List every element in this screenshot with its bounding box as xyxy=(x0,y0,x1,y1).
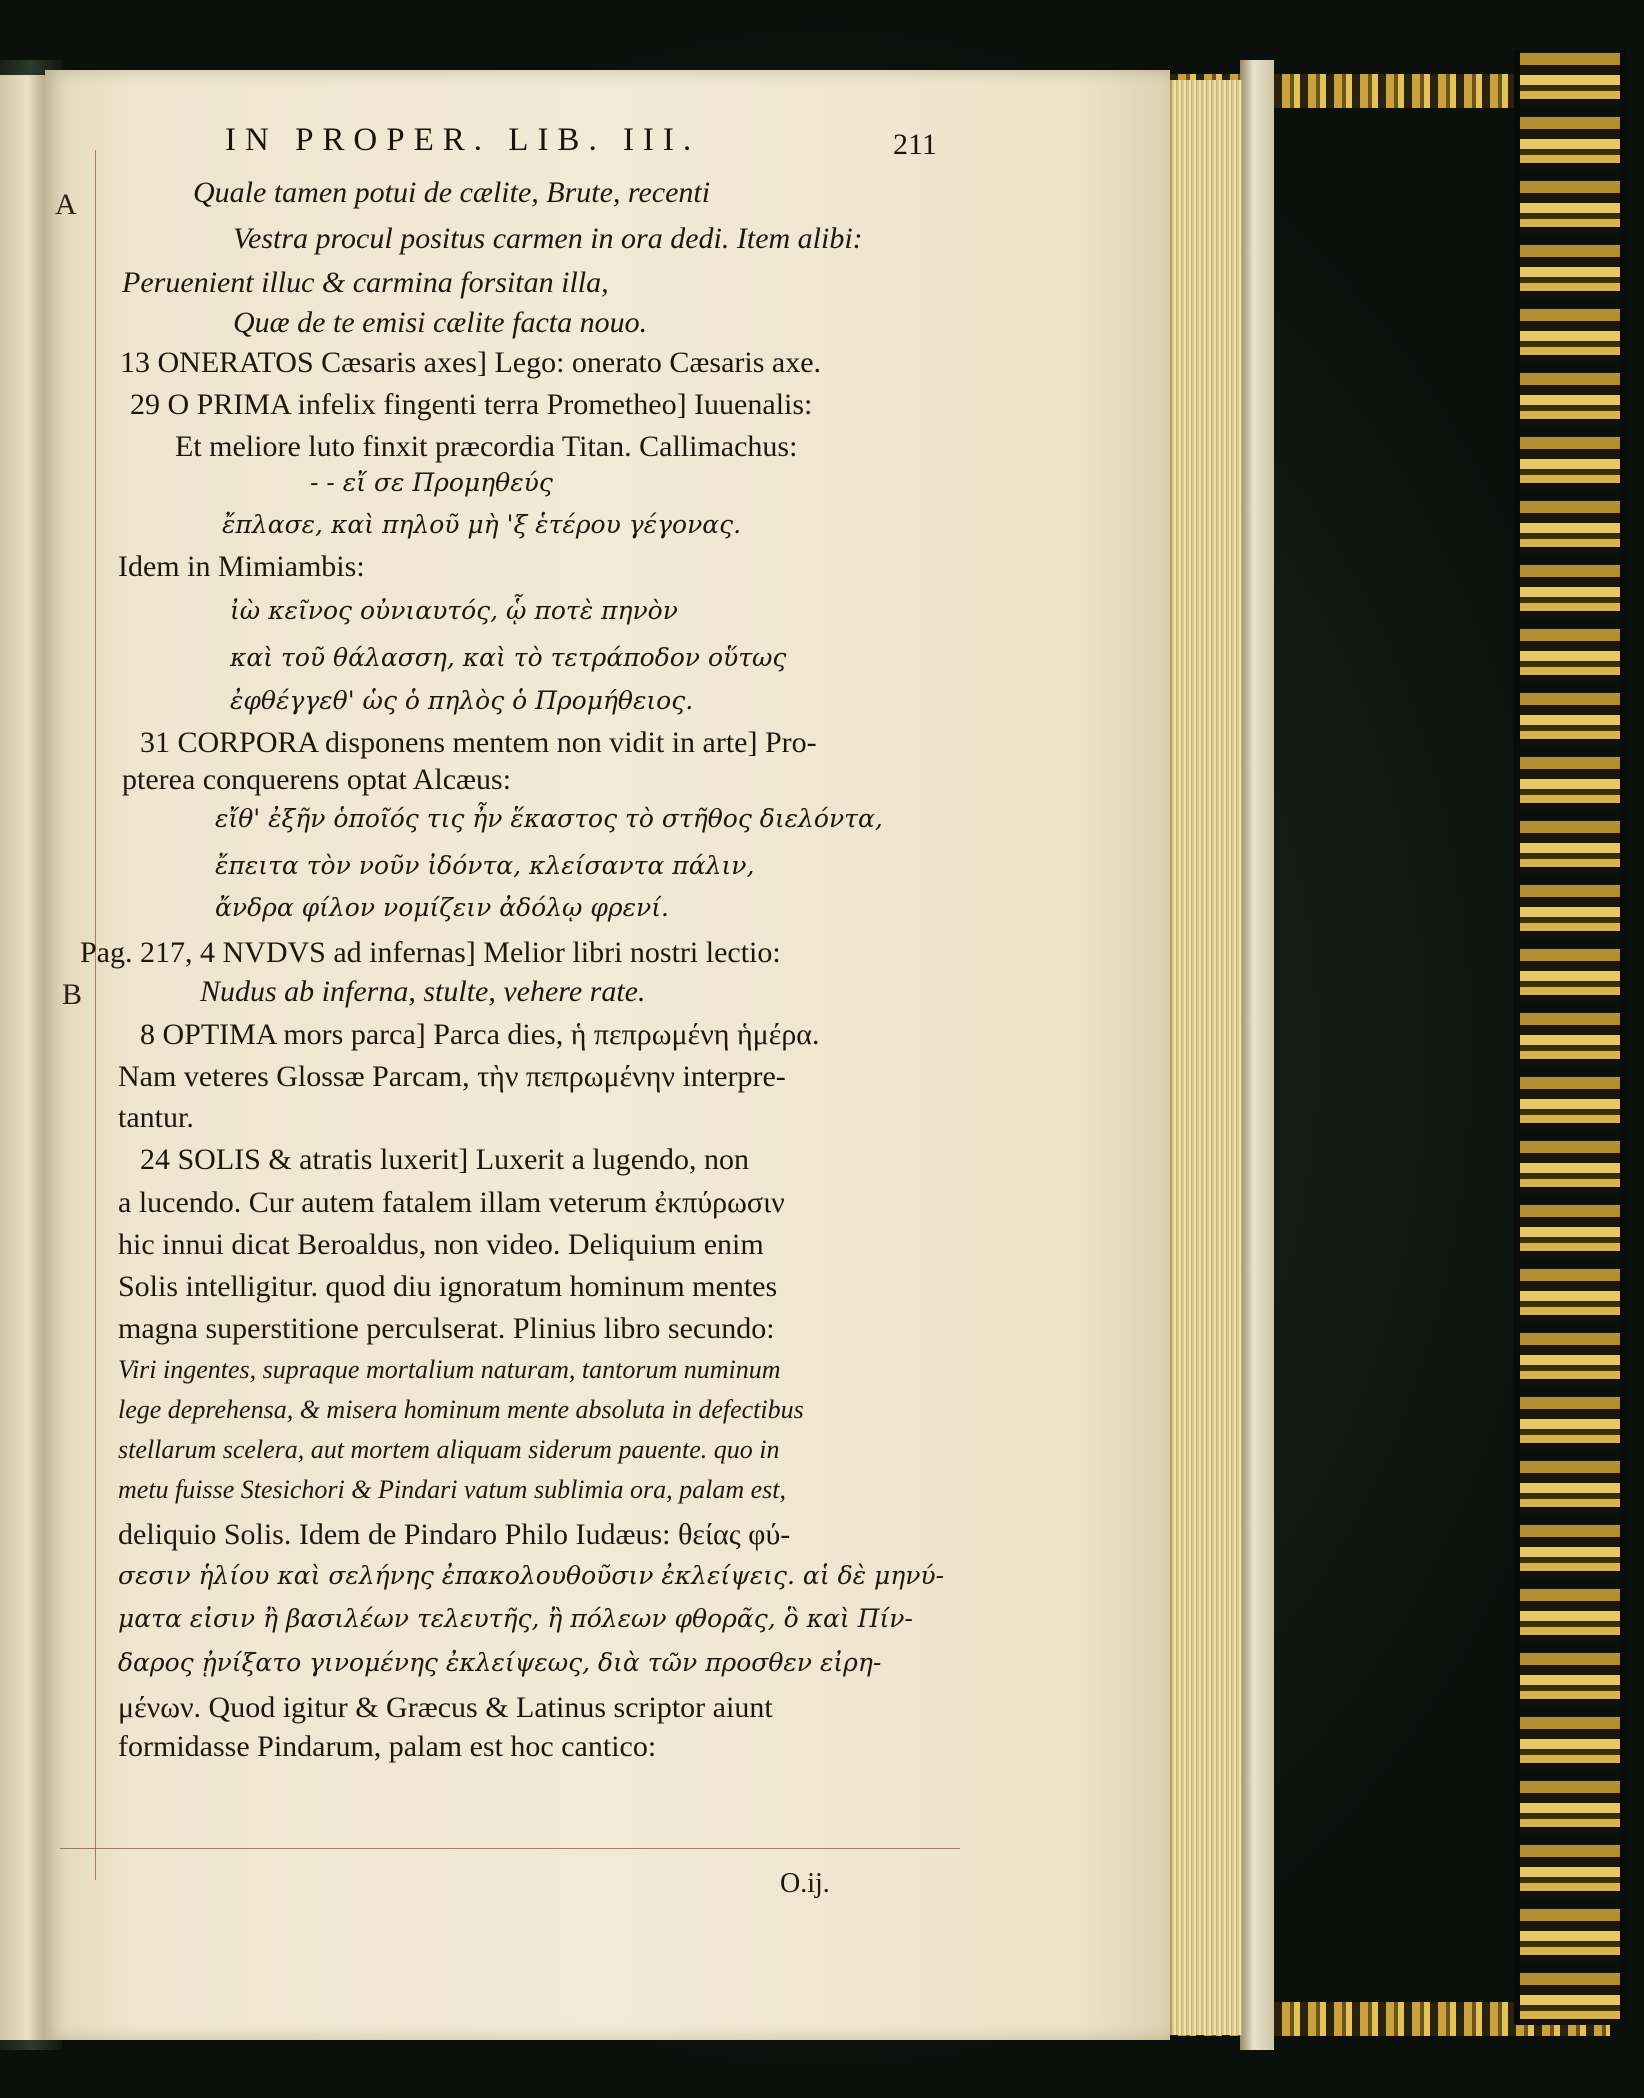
gilt-fore-edge xyxy=(1170,80,1242,2035)
greek-line: εἴθ' ἐξῆν ὁποῖός τις ἦν ἕκαστος τὸ στῆθος διελόντα, xyxy=(215,804,883,833)
greek-line: ἔπλασε, καὶ πηλοῦ μὴ 'ξ ἑτέρου γέγονας. xyxy=(222,510,742,539)
greek-line: ἐφθέγγεθ' ὡς ὁ πηλὸς ὁ Προμήθειος. xyxy=(230,686,694,715)
greek-line: δαρος ᾐνίξατο γινομένης ἐκλείψεως, διὰ τῶν προσθεν εἰρη- xyxy=(118,1648,882,1677)
text-line: 29 O PRIMA infelix fingenti terra Prometheo] Iuuenalis: xyxy=(130,388,813,421)
greek-line: ἰὼ κεῖνος οὐνιαυτός, ᾧ ποτὲ πηνὸν xyxy=(230,596,678,625)
greek-line: σεσιν ἡλίου καὶ σελήνης ἐπακολουθοῦσιν ἐκλείψεις. αἱ δὲ μηνύ- xyxy=(118,1561,945,1590)
bottom-rule xyxy=(60,1848,960,1849)
signature-mark: O.ij. xyxy=(780,1868,830,1899)
margin-rule xyxy=(95,150,96,1880)
margin-letter-b: B xyxy=(62,978,83,1011)
text-line: tantur. xyxy=(118,1101,194,1134)
text-line: Viri ingentes, supraque mortalium naturam, tantorum numinum xyxy=(118,1355,781,1384)
text-line: lege deprehensa, & misera hominum mente absoluta in defectibus xyxy=(118,1395,804,1424)
text-line: Nudus ab inferna, stulte, vehere rate. xyxy=(200,975,646,1008)
text-line: pterea conquerens optat Alcæus: xyxy=(122,763,512,796)
text-line: Peruenient illuc & carmina forsitan illa, xyxy=(122,266,609,299)
running-title: IN PROPER. LIB. III. xyxy=(225,122,701,158)
greek-line: ματα εἰσιν ἢ βασιλέων τελευτῆς, ἢ πόλεων φθορᾶς, ὃ καὶ Πίν- xyxy=(118,1604,913,1633)
text-line: a lucendo. Cur autem fatalem illam veterum ἐκπύρωσιν xyxy=(118,1186,785,1219)
greek-line: ἔπειτα τὸν νοῦν ἰδόντα, κλείσαντα πάλιν, xyxy=(215,851,755,880)
page-number: 211 xyxy=(893,128,937,161)
text-line: metu fuisse Stesichori & Pindari vatum sublimia ora, palam est, xyxy=(118,1475,787,1504)
text-line: formidasse Pindarum, palam est hoc cantico: xyxy=(118,1730,657,1763)
back-board-edge xyxy=(1240,60,1274,2050)
text-line: hic innui dicat Beroaldus, non video. Deliquium enim xyxy=(118,1228,764,1261)
text-line: 24 SOLIS & atratis luxerit] Luxerit a lugendo, non xyxy=(140,1143,750,1176)
text-line: Solis intelligitur. quod diu ignoratum hominum mentes xyxy=(118,1270,778,1303)
text-line: 31 CORPORA disponens mentem non vidit in arte] Pro- xyxy=(140,726,817,759)
text-line: Idem in Mimiambis: xyxy=(118,550,365,583)
text-line: deliquio Solis. Idem de Pindaro Philo Iudæus: θείας φύ- xyxy=(118,1518,791,1551)
greek-line: ἄνδρα φίλον νομίζειν ἀδόλῳ φρενί. xyxy=(215,893,669,922)
text-line: 8 OPTIMA mors parca] Parca dies, ἡ πεπρωμένη ἡμέρα. xyxy=(140,1018,820,1051)
text-line: μένων. Quod igitur & Græcus & Latinus scriptor aiunt xyxy=(118,1691,773,1724)
text-line: 13 ONERATOS Cæsaris axes] Lego: onerato Cæsaris axe. xyxy=(120,346,822,379)
text-line: Pag. 217, 4 NVDVS ad infernas] Melior libri nostri lectio: xyxy=(80,936,781,969)
text-line: Et meliore luto finxit præcordia Titan. Callimachus: xyxy=(175,430,798,463)
margin-letter-a: A xyxy=(55,188,77,221)
facing-page-edge xyxy=(0,75,45,2040)
text-line: stellarum scelera, aut mortem aliquam siderum pauente. quo in xyxy=(118,1435,780,1464)
gilt-decorative-band xyxy=(1514,50,1626,2025)
greek-line: καὶ τοῦ θάλασση, καὶ τὸ τετράποδον οὕτως xyxy=(230,643,787,672)
greek-line: - - εἴ σε Προμηθεύς xyxy=(310,468,553,497)
text-line: Nam veteres Glossæ Parcam, τὴν πεπρωμένην interpre- xyxy=(118,1060,786,1093)
text-line: Quale tamen potui de cælite, Brute, recenti xyxy=(193,176,711,209)
text-line: Quæ de te emisi cælite facta nouo. xyxy=(233,306,648,339)
text-line: Vestra procul positus carmen in ora dedi. Item alibi: xyxy=(233,222,863,255)
text-line: magna superstitione perculserat. Plinius libro secundo: xyxy=(118,1312,775,1345)
